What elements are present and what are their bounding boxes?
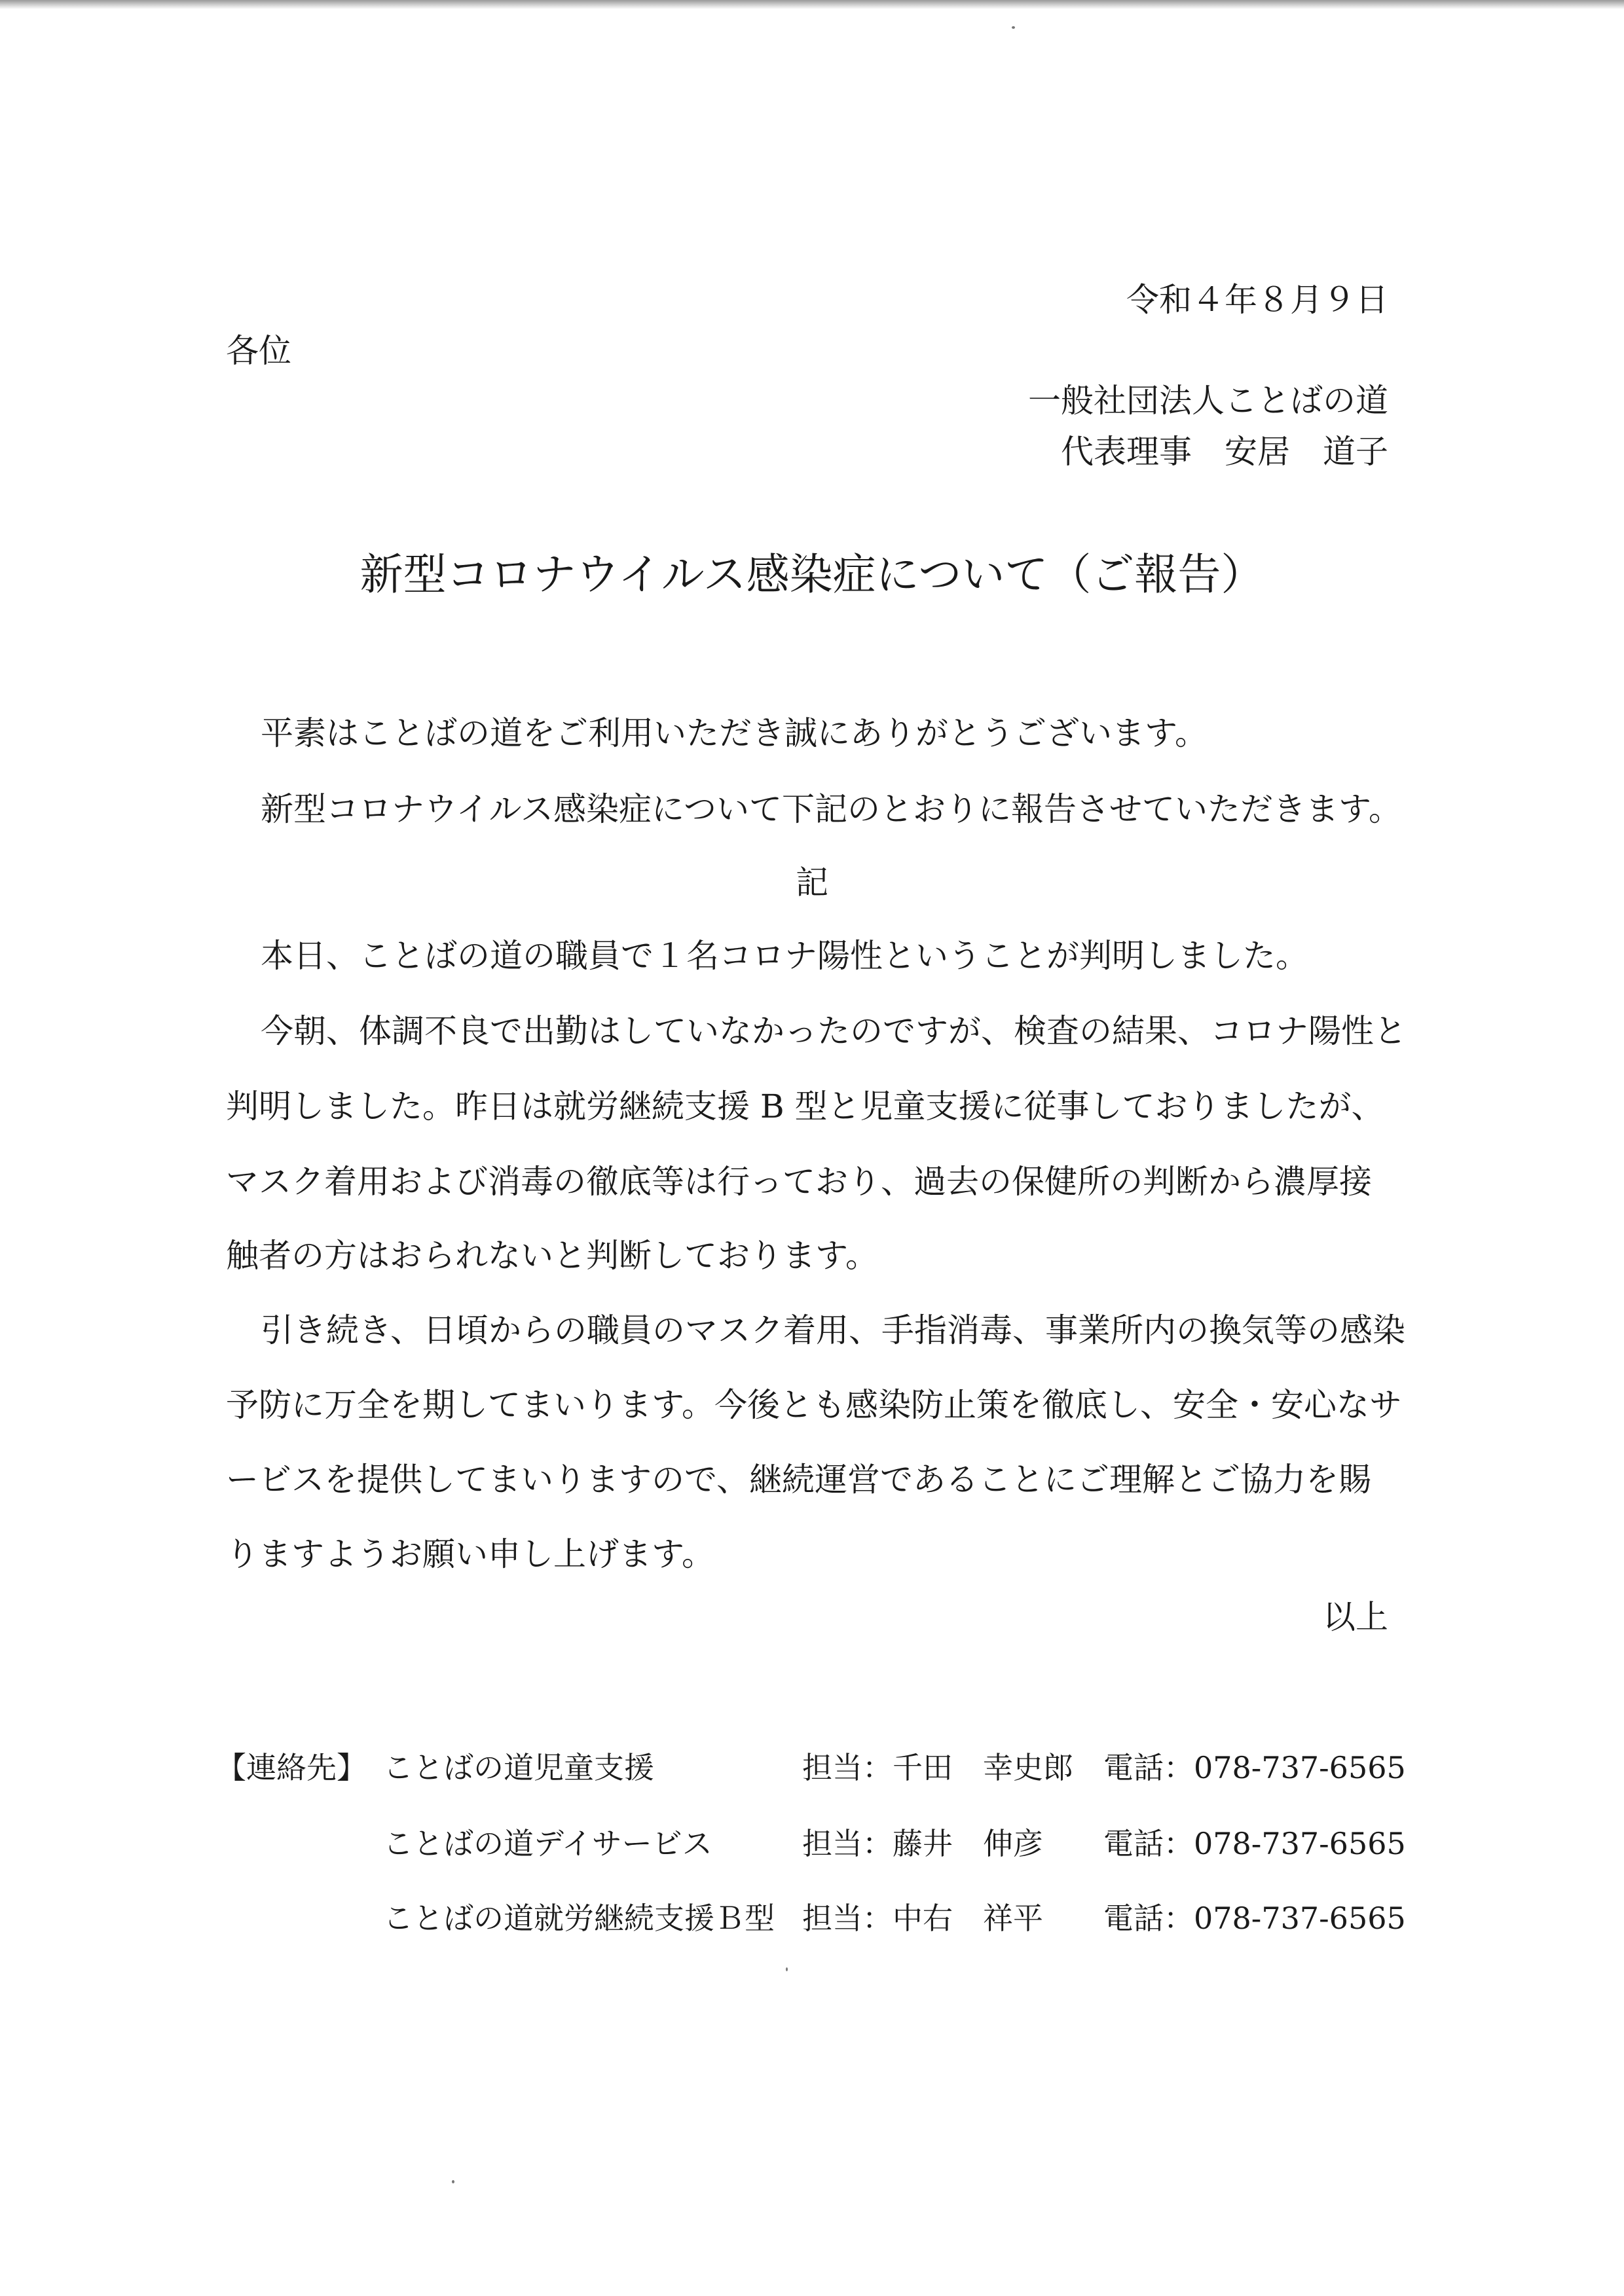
body-line-3: 本日、ことばの道の職員で１名コロナ陽性ということが判明しました。 <box>261 937 1308 975</box>
body-line-2: 新型コロナウイルス感染症について下記のとおりに報告させていただきます。 <box>261 790 1401 828</box>
sender-organization: 一般社団法人ことばの道 <box>1028 382 1388 420</box>
ki-marker: 記 <box>796 864 828 902</box>
contacts-heading: 【連絡先】 <box>216 1750 367 1785</box>
body-line-1: 平素はことばの道をご利用いただき誠にありがとうございます。 <box>261 714 1208 752</box>
body-line-5: 判明しました。昨日は就労継続支援 B 型と児童支援に従事しておりましたが、 <box>226 1087 1384 1125</box>
scan-speck <box>452 2180 454 2183</box>
contact-phone-2: 電話：078-737-6565 <box>1103 1826 1406 1861</box>
scan-top-edge <box>0 0 1624 9</box>
body-line-4: 今朝、体調不良で出勤はしていなかったのですが、検査の結果、コロナ陽性と <box>261 1012 1407 1050</box>
scan-speck <box>1012 26 1015 29</box>
document-date: 令和４年８月９日 <box>1126 281 1388 319</box>
body-line-10: ービスを提供してまいりますので、継続運営であることにご理解とご協力を賜 <box>226 1461 1371 1499</box>
scan-speck <box>786 1967 788 1971</box>
body-line-8: 引き続き、日頃からの職員のマスク着用、手指消毒、事業所内の換気等の感染 <box>261 1311 1405 1349</box>
contact-staff-2: 担当：藤井 伸彦 <box>802 1826 1043 1861</box>
document-title: 新型コロナウイルス感染症について（ご報告） <box>360 549 1264 600</box>
contact-org-2: ことばの道デイサービス <box>383 1826 712 1861</box>
closing-ijou: 以上 <box>1323 1598 1388 1636</box>
body-line-11: りますようお願い申し上げます。 <box>226 1535 714 1573</box>
contact-org-1: ことばの道児童支援 <box>383 1750 654 1785</box>
body-line-7: 触者の方はおられないと判断しております。 <box>226 1237 878 1275</box>
contact-phone-1: 電話：078-737-6565 <box>1103 1750 1406 1785</box>
addressee: 各位 <box>226 332 291 370</box>
contact-staff-1: 担当：千田 幸史郎 <box>802 1750 1073 1785</box>
body-line-6: マスク着用および消毒の徹底等は行っており、過去の保健所の判断から濃厚接 <box>226 1163 1372 1201</box>
contact-phone-3: 電話：078-737-6565 <box>1103 1901 1406 1936</box>
sender-representative: 代表理事 安居 道子 <box>1061 433 1388 471</box>
contact-staff-3: 担当：中右 祥平 <box>802 1901 1043 1936</box>
contact-org-3: ことばの道就労継続支援Ｂ型 <box>383 1901 775 1936</box>
body-line-9: 予防に万全を期してまいります。今後とも感染防止策を徹底し、安全・安心なサ <box>226 1386 1402 1424</box>
